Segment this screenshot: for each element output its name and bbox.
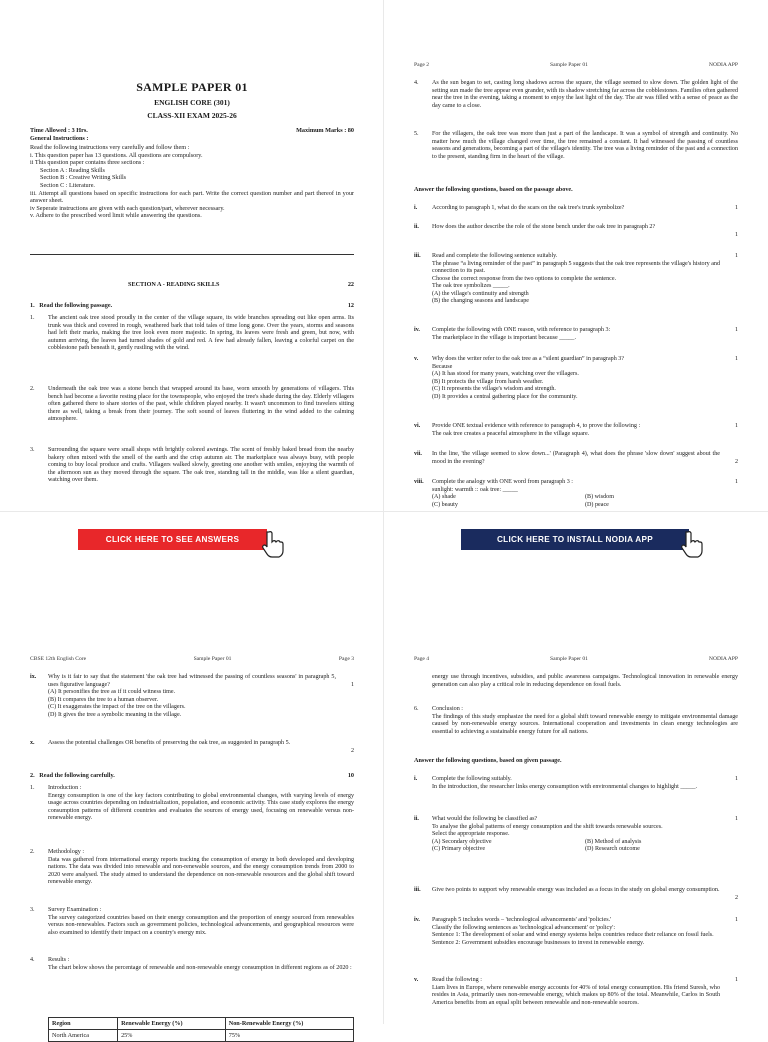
- max-marks: Maximum Marks : 80: [296, 127, 354, 134]
- section-heading: Introduction :: [48, 785, 82, 791]
- question-detail: The phrase “a living reminder of the past” in paragraph 5 suggests that the oak tree represents the village's history and connection to its past.: [432, 260, 720, 274]
- time-allowed: Time Allowed : 3 Hrs.: [30, 127, 88, 134]
- question: [414, 917, 738, 947]
- option: (B) the changing seasons and landscape: [432, 298, 529, 304]
- question-detail: Classify the following sentences as 'technological advancement' or 'policy':: [432, 924, 616, 931]
- header-left: CBSE 12th English Core: [30, 656, 87, 662]
- question: [414, 816, 738, 854]
- q1-text: Read the following passage.: [39, 302, 113, 309]
- instruction-item: Read the following instructions very carefully and follow them :: [30, 144, 190, 151]
- question-number: iii.: [414, 253, 421, 259]
- question-text: Complete the following with ONE reason, with reference to paragraph 3:: [432, 327, 611, 333]
- page-header: [30, 656, 354, 662]
- q2-row: [30, 772, 354, 779]
- question-detail: The marketplace in the village is important because _____.: [432, 334, 577, 341]
- q1-row: [30, 302, 354, 309]
- para-number: 5.: [414, 131, 419, 137]
- para-number: 4.: [414, 80, 419, 86]
- option: (B) It compares the tree to a human observer.: [48, 696, 159, 703]
- instruction-item: ii This question paper contains three sections :: [30, 159, 145, 167]
- q2-number: 2.: [30, 772, 35, 779]
- paper-exam: CLASS-XII EXAM 2025-26: [147, 111, 237, 120]
- section-rule: [30, 254, 354, 255]
- question-marks: 2: [734, 459, 738, 465]
- question-text: How does the author describe the role of the stone bench under the oak tree in paragraph 2?: [432, 224, 656, 230]
- table-header: Renewable Energy (%): [118, 1018, 226, 1030]
- lead-text: [414, 674, 738, 689]
- q2-marks: 10: [347, 772, 354, 779]
- question-marks: 1: [734, 977, 738, 983]
- para-text: energy use through incentives, subsidies, and public awareness campaigns. Technological innovation in renewable energy generation can also play a critical role in reducing dependence on fossil fuels.: [432, 674, 738, 688]
- page-4: [384, 512, 768, 1024]
- question-detail: The oak tree creates a peaceful atmosphere in the village square.: [432, 430, 590, 437]
- para-text: The chart below shows the percentage of renewable and non-renewable energy consumption in different regions as of 2020 :: [48, 964, 352, 971]
- question: [414, 327, 738, 342]
- question: [414, 423, 738, 438]
- case-section: [30, 849, 354, 887]
- table-header: Region: [49, 1018, 118, 1030]
- question-text: Assess the potential challenges OR benefits of preserving the oak tree, as suggested in paragraph 5.: [48, 740, 291, 746]
- question-number: vii.: [414, 451, 422, 457]
- case-section: [30, 957, 354, 972]
- question-text: Why is it fair to say that the statement 'the oak tree had witnessed the passing of countless seasons' in paragraph 5, uses figurative language?: [48, 674, 336, 688]
- question-detail: Sentence 2: Government subsidies encourage businesses to invest in renewable energy.: [432, 939, 645, 946]
- section-heading: Results :: [48, 957, 70, 963]
- question: [414, 451, 738, 466]
- para-number: 1.: [30, 785, 35, 791]
- option: (C) Primary objective: [432, 846, 486, 852]
- option: (C) beauty: [432, 501, 458, 508]
- question-text: What would the following be classified as?: [432, 816, 538, 822]
- question: [414, 224, 738, 238]
- question-marks: 1: [350, 682, 354, 688]
- question-detail: Choose the correct response from the two options to complete the sentence.: [432, 275, 617, 282]
- instructions-list: [30, 144, 354, 220]
- question: [414, 205, 738, 213]
- question: [414, 253, 738, 306]
- para-number: 6.: [414, 706, 419, 712]
- question-detail: Because: [432, 363, 453, 370]
- question-number: v.: [414, 977, 419, 983]
- option: (C) It represents the village's wisdom and strength.: [432, 386, 556, 392]
- option: (B) Method of analysis: [585, 838, 642, 845]
- question-marks: 2: [350, 748, 354, 754]
- option: (B) wisdom: [585, 494, 614, 500]
- option: (D) peace: [585, 501, 609, 508]
- para-text: The ancient oak tree stood proudly in the center of the village square, its wide branches spreading out like open arms. Its trunk was thick and covered in rough, weathered bark that told tales of time long gone. Over the years, storms and seasons had left their marks, making the tree look even more majestic. In spring, its leaves were fresh and green, but now, with autumn arriving, the leaves had turned shades of gold and red. A few had already fallen, leaving a colorful carpet on the cobblestone path beneath it, gently rustling with the wind.: [48, 315, 354, 351]
- instruction-item: Section C : Literature.: [40, 181, 95, 189]
- header-center: Sample Paper 01: [550, 62, 588, 68]
- question-number: iv.: [414, 327, 420, 333]
- header-center: Sample Paper 01: [193, 656, 232, 662]
- question-text: Complete the following suitably.: [432, 776, 512, 782]
- page-header: [414, 656, 738, 662]
- question: [414, 479, 738, 509]
- option: (C) It exaggerates the impact of the tree on the villagers.: [48, 704, 186, 710]
- question: [414, 887, 738, 901]
- passage-para: [30, 315, 354, 353]
- questions-instruction: Answer the following questions, based on given passage.: [414, 757, 562, 764]
- table-cell: 25%: [118, 1030, 226, 1042]
- question-marks: 1: [734, 327, 738, 333]
- question-marks: 1: [734, 423, 738, 429]
- para-number: 3.: [30, 907, 35, 913]
- instruction-item: Section A : Reading Skills: [40, 166, 105, 174]
- question-marks: 1: [734, 917, 738, 923]
- header-left: Page 2: [414, 62, 430, 68]
- see-answers-button[interactable]: CLICK HERE TO SEE ANSWERS: [78, 529, 267, 550]
- section-a-marks: 22: [347, 281, 354, 288]
- option: (D) It gives the tree a symbolic meaning in the village.: [48, 711, 182, 718]
- option: (A) the village's continuity and strength: [432, 290, 529, 297]
- instruction-item: i. This question paper has 13 questions. All questions are compulsory.: [30, 151, 203, 159]
- question-number: iii.: [414, 887, 421, 893]
- question-number: vi.: [414, 423, 421, 429]
- question-marks: 1: [734, 776, 738, 782]
- option: (D) Research outcome: [585, 846, 640, 852]
- question-text: Why does the writer refer to the oak tree as a “silent guardian” in paragraph 3?: [432, 356, 625, 362]
- question-text: Give two points to support why renewable energy was included as a focus in the study on global energy consumption.: [432, 887, 720, 893]
- question-marks: 1: [734, 205, 738, 211]
- question-text: In the line, 'the village seemed to slow down...' (Paragraph 4), what does the phrase 'slow down' suggest about the mood in the evening?: [432, 451, 720, 465]
- page-header: [414, 62, 738, 68]
- paper-title: SAMPLE PAPER 01: [136, 80, 248, 94]
- question: [30, 740, 354, 754]
- section-heading: Conclusion :: [432, 706, 463, 712]
- header-left: Page 4: [414, 656, 430, 662]
- install-app-button[interactable]: CLICK HERE TO INSTALL NODIA APP: [461, 529, 689, 550]
- page-1: [0, 0, 384, 512]
- para-text: Energy consumption is one of the key factors contributing to global environmental changes, with varying levels of energy usage across countries depending on industrialization, population, and economic activity. This case study explores the energy consumption patterns of different countries and evaluates the sources of energy used, focusing on renewable versus non-renewable energy.: [48, 792, 354, 821]
- section-a-title: SECTION A - READING SKILLS: [128, 281, 220, 288]
- q1-marks: 12: [347, 302, 354, 309]
- case-section: [30, 907, 354, 937]
- para-number: 3.: [30, 447, 35, 453]
- question-marks: 1: [734, 479, 738, 485]
- instruction-item: iv Seperate instructions are given with each question/part, wherever necessary.: [30, 204, 225, 212]
- para-text: For the villagers, the oak tree was more than just a part of the landscape. It was a symbol of strength and continuity. No matter how much the village changed over time, the tree remained a constant. It had witnessed the passing of countless seasons and generations, becoming a part of the village's identity. The tree was a living reminder of the past and a connection to the present, standing firm in the heart of the village.: [432, 131, 738, 160]
- passage-para: [30, 447, 354, 485]
- question: [414, 977, 738, 1007]
- para-text: Surrounding the square were small shops with brightly colored awnings. The scent of freshly baked bread from the nearby bakery often mixed with the smell of the earth and the crisp autumn air. The marketplace was always busy, with people coming to buy local produce and crafts. Villagers walked slowly, greeting one another with smiles, enjoying the warmth of the afternoon sun as they moved through the square. The oak tree, standing tall in the middle, was like a silent guardian, watching over them.: [48, 447, 354, 483]
- question-number: x.: [30, 740, 35, 746]
- table-cell: North America: [49, 1030, 118, 1042]
- page-3: [0, 512, 384, 1024]
- q2-text: Read the following carefully.: [39, 772, 115, 779]
- question-detail: Liam lives in Europe, where renewable energy accounts for 40% of total energy consumption. His friend Suresh, who resides in Asia, primarily uses non-renewable energy, which makes up 80% of the total. Meanwhile, Carlos in South America benefits from an equal split between renewable and non-renewable sources.: [432, 984, 720, 1006]
- header-center: Sample Paper 01: [550, 656, 588, 662]
- instructions-heading: General Instructions :: [30, 135, 89, 142]
- question-detail: In the introduction, the researcher links energy consumption with environmental changes to highlight _____.: [432, 783, 698, 790]
- table-row: [49, 1030, 354, 1042]
- instruction-item: Section B : Creative Writing Skills: [40, 174, 127, 182]
- option: (A) It personifies the tree as if it could witness time.: [48, 689, 176, 695]
- instruction-item: iii. Attempt all questions based on specific instructions for each part. Write the correct question number and part thereof in your answer sheet.: [30, 189, 354, 205]
- section-heading: Survey Examination :: [48, 907, 102, 913]
- paper-subject: ENGLISH CORE (301): [154, 98, 230, 107]
- option: (A) It has stood for many years, watching over the villagers.: [432, 371, 579, 377]
- conclusion: [414, 706, 738, 736]
- passage-para: [414, 80, 738, 110]
- option: (A) shade: [432, 494, 456, 500]
- question-detail: Select the appropriate response.: [432, 831, 510, 837]
- question-detail: sunlight: warmth :: oak tree: _____: [432, 486, 518, 493]
- para-text: Underneath the oak tree was a stone bench that wrapped around its base, worn smooth by generations of villagers. This bench had become a favorite resting place for the townspeople, who enjoyed the tree's shade during the day. Elderly villagers often gathered there to share stories of the past, while children played nearby. It wasn't uncommon to find travelers sitting there as well, taking a break from their journey. The soft sound of leaves fluttering in the wind added to the calming atmosphere.: [48, 386, 354, 422]
- table-cell: 75%: [225, 1030, 353, 1042]
- question-marks: 1: [734, 232, 738, 238]
- options-grid: [432, 839, 738, 854]
- question-detail: To analyse the global patterns of energy consumption and the shift towards renewable sources.: [432, 823, 663, 830]
- question-number: iv.: [414, 917, 420, 923]
- question-number: i.: [414, 205, 418, 211]
- section-a-row: [128, 281, 354, 288]
- para-number: 1.: [30, 315, 35, 321]
- para-number: 4.: [30, 957, 35, 963]
- para-text: The findings of this study emphasize the need for a global shift toward renewable energy to mitigate environmental damage caused by non-renewable energy sources. International cooperation and investments in clean energy technologies are essential to achieving a sustainable energy future for all nations.: [432, 713, 738, 735]
- header-right: Page 3: [338, 656, 354, 662]
- header-right: NODIA APP: [708, 656, 738, 662]
- options-grid: [432, 494, 738, 509]
- question-marks: 1: [734, 253, 738, 259]
- question-text: Read and complete the following sentence suitably.: [432, 253, 558, 259]
- question-number: viii.: [414, 479, 424, 485]
- para-number: 2.: [30, 849, 35, 855]
- page-2: [384, 0, 768, 512]
- question: [414, 776, 738, 791]
- passage-para: [414, 131, 738, 161]
- header-right: NODIA APP: [708, 62, 738, 68]
- question-marks: 1: [734, 816, 738, 822]
- results-table: [48, 1017, 354, 1042]
- questions-instruction: Answer the following questions, based on the passage above.: [414, 186, 573, 193]
- question-number: ix.: [30, 674, 37, 680]
- option: (A) Secondary objective: [432, 838, 492, 845]
- question-text: Paragraph 5 includes words – 'technological advancements' and 'policies.': [432, 917, 612, 923]
- question-detail: Sentence 1: The development of solar and wind energy systems helps countries reduce their reliance on fossil fuels.: [432, 932, 714, 938]
- question-number: ii.: [414, 816, 419, 822]
- question-text: Read the following :: [432, 977, 482, 983]
- option: (D) It provides a central gathering place for the community.: [432, 393, 578, 400]
- para-text: Data was gathered from international energy reports tracking the consumption of energy in both developed and developing nations. The data was divided into renewable and non-renewable sources, and the energy consumption trends from 2000 to 2020 were analysed. The study aimed to understand the dependence on non-renewable resources and the global shift toward renewable energy.: [48, 856, 354, 885]
- para-text: The survey categorized countries based on their energy consumption and the proportion of energy sourced from renewables versus non-renewables. Factors such as government policies, technological advancements, and geographical resources were also examined to identify their impact on a country's energy mix.: [48, 914, 354, 936]
- question-number: ii.: [414, 224, 419, 230]
- question-marks: 1: [734, 356, 738, 362]
- question-text: Complete the analogy with ONE word from paragraph 3 :: [432, 479, 573, 485]
- instruction-item: v. Adhere to the prescribed word limit while answering the questions.: [30, 212, 202, 220]
- case-section: [30, 785, 354, 823]
- table-header: Non-Renewable Energy (%): [225, 1018, 353, 1030]
- passage-para: [30, 386, 354, 424]
- option: (B) It protects the village from harsh weather.: [432, 378, 544, 385]
- section-heading: Methodology :: [48, 849, 85, 855]
- question-number: i.: [414, 776, 418, 782]
- time-marks-row: [30, 127, 354, 134]
- question-marks: 2: [734, 895, 738, 901]
- question: [30, 674, 354, 719]
- question: [414, 356, 738, 401]
- question-text: According to paragraph 1, what do the scars on the oak tree's trunk symbolize?: [432, 205, 625, 211]
- question-text: Provide ONE textual evidence with reference to paragraph 4, to prove the following :: [432, 423, 641, 429]
- para-number: 2.: [30, 386, 35, 392]
- question-number: v.: [414, 356, 419, 362]
- question-detail: The oak tree symbolizes _____.: [432, 283, 510, 289]
- para-text: As the sun began to set, casting long shadows across the square, the village seemed to slow down. The golden light of the setting sun made the tree appear even grander, with its shadow stretching far across the cobblestones. Families often gathered near the tree in the evening, taking a moment to enjoy the last light of the day. The air was filled with a sense of peace as the day came to a close.: [432, 80, 738, 109]
- q1-number: 1.: [30, 302, 35, 309]
